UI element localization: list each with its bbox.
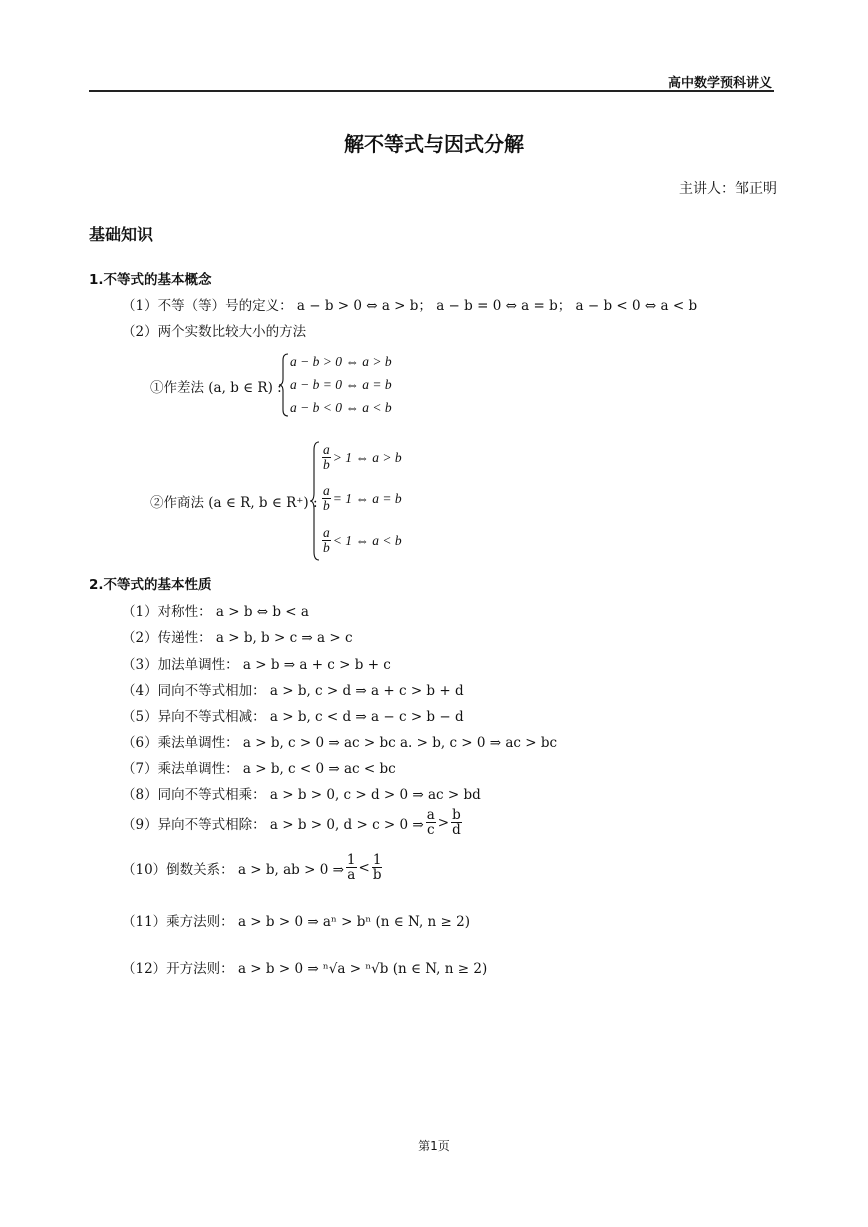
page-number: 第1页 [418,1139,450,1153]
difference-case-eq: a − b = 0 ⇔ a = b [290,377,392,392]
quotient-method-label: ②作商法 (a ∈ R, b ∈ R⁺) : [150,495,318,511]
property-item: （7）乘法单调性： a > b, c < 0 ⇒ ac < bc [122,761,396,777]
quotient-case-gt [320,442,402,472]
quotient-fraction [322,526,331,555]
property-item-10 [122,853,384,882]
section-heading: 基础知识 [89,225,154,244]
quotient-case-lt [320,525,402,555]
quotient-fraction [322,443,331,472]
property-item-9-text: （9）异向不等式相除： a > b > 0, d > c > 0 ⇒ [122,816,424,833]
fraction-denominator: d [452,822,461,839]
property-item: （2）传递性： a > b, b > c ⇒ a > c [122,630,353,646]
property-item-11: （11）乘方法则： a > b > 0 ⇒ aⁿ > bⁿ (n ∈ N, n ≥ 2) [122,914,471,930]
property-item: （8）同向不等式相乘： a > b > 0, c > d > 0 ⇒ ac > bd [122,787,481,803]
fraction-numerator: a [323,525,330,540]
fraction-denominator: b [323,498,330,514]
author-line: 主讲人：邹正明 [679,181,777,197]
fraction-b-over-d [451,808,462,837]
fraction-numerator: a [323,442,330,457]
property-item: （4）同向不等式相加： a > b, c > d ⇒ a + c > b + d [122,683,464,699]
fraction-numerator: b [452,807,461,823]
fraction-one-over-b [372,853,383,882]
fraction-denominator: b [372,867,382,884]
quotient-case-eq-text: = 1 ⇔ a = b [332,490,402,506]
part1-heading: 1.不等式的基本概念 [89,272,212,288]
property-item-10-text: （10）倒数关系： a > b, ab > 0 ⇒ [122,861,344,878]
document-title: 解不等式与因式分解 [344,132,524,156]
quotient-case-eq [320,483,402,513]
property-item: （6）乘法单调性： a > b, c > 0 ⇒ ac > bc a. > b, c > 0 ⇒ ac > bc [122,735,558,751]
part1-item2: （2）两个实数比较大小的方法 [122,324,307,340]
fraction-denominator: c [426,822,435,839]
relation-symbol: > [437,814,450,831]
fraction-numerator: 1 [346,852,356,868]
difference-case-gt: a − b > 0 ⇔ a > b [290,354,392,369]
property-item: （5）异向不等式相减： a > b, c < d ⇒ a − c > b − d [122,709,464,725]
fraction-denominator: b [323,457,330,473]
property-item-9 [122,808,464,837]
fraction-a-over-c [426,808,436,837]
fraction-one-over-a [346,853,357,882]
fraction-denominator: b [323,540,330,556]
quotient-case-gt-text: > 1 ⇔ a > b [332,449,402,465]
fraction-numerator: 1 [372,852,382,868]
property-item: （3）加法单调性： a > b ⇒ a + c > b + c [122,657,391,673]
property-item-12: （12）开方法则： a > b > 0 ⇒ ⁿ√a > ⁿ√b (n ∈ N, n ≥ 2) [122,961,488,977]
part1-item1: （1）不等（等）号的定义： a − b > 0 ⇔ a > b； a − b = 0 ⇔ a = b； a − b < 0 ⇔ a < b [122,298,698,314]
property-item: （1）对称性： a > b ⇔ b < a [122,604,309,620]
part2-heading: 2.不等式的基本性质 [89,577,212,593]
difference-case-lt: a − b < 0 ⇔ a < b [290,400,392,415]
quotient-fraction [322,484,331,513]
relation-symbol: < [358,859,370,876]
difference-method-label: ①作差法 (a, b ∈ R) : [150,380,282,396]
quotient-case-lt-text: < 1 ⇔ a < b [332,532,402,548]
difference-brace [278,352,290,418]
fraction-numerator: a [426,807,435,823]
header-title: 高中数学预科讲义 [667,76,772,91]
fraction-denominator: a [347,867,356,884]
fraction-numerator: a [323,483,330,498]
header-divider [89,90,774,92]
